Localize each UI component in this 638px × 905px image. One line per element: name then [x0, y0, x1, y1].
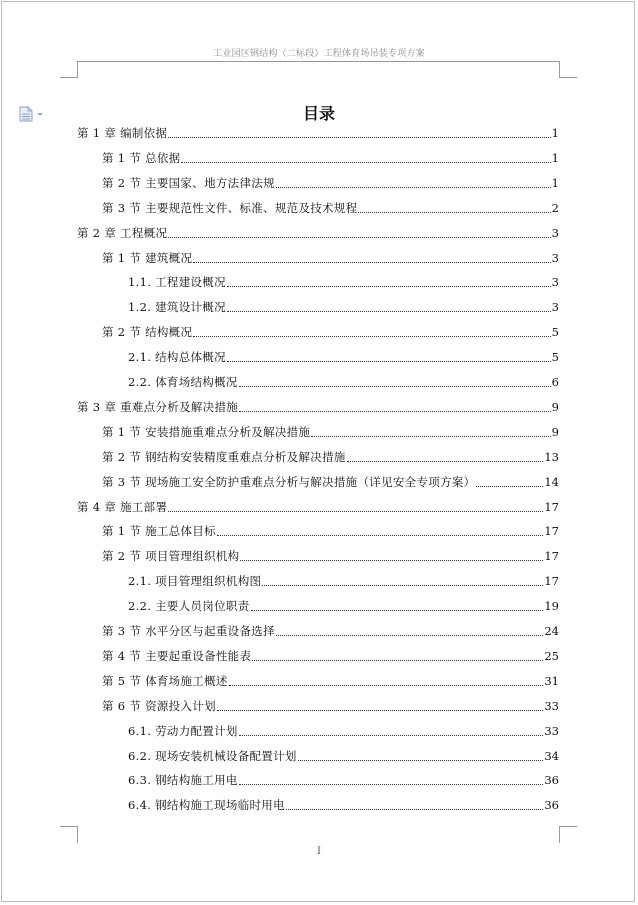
toc-entry[interactable]	[128, 273, 559, 291]
toc-leader-dots	[298, 760, 544, 761]
crop-mark-bottom-left	[60, 826, 78, 843]
toc-entry-label: 第 2 节 主要国家、地方法律法规	[102, 175, 275, 190]
toc-entry[interactable]	[102, 473, 559, 491]
running-header: 工业园区钢结构（二标段）工程体育场吊装专项方案	[213, 49, 425, 59]
toc-entry[interactable]	[102, 697, 559, 715]
toc-entry-label: 第 3 节 现场施工安全防护重难点分析与解决措施（详见安全专项方案）	[102, 474, 476, 489]
toc-entry-page: 3	[551, 250, 559, 265]
toc-leader-dots	[252, 660, 543, 661]
toc-entry-page: 1	[551, 175, 559, 190]
toc-entry-label: 第 1 节 安装措施重难点分析及解决措施	[102, 424, 311, 439]
toc-entry-page: 14	[544, 474, 559, 489]
toc-entry[interactable]	[128, 373, 559, 391]
toc-entry-label: 第 3 节 主要规范性文件、标准、规范及技术规程	[102, 200, 358, 215]
toc-entry-page: 34	[544, 748, 559, 763]
toc-entry-label: 2.1. 项目管理组织机构图	[128, 574, 262, 589]
toc-entry-page: 1	[551, 150, 559, 165]
toc-entry[interactable]	[102, 622, 559, 640]
toc-entry-label: 6.4. 钢结构施工现场临时用电	[128, 798, 285, 813]
toc-leader-dots	[311, 436, 550, 437]
toc-leader-dots	[476, 486, 543, 487]
toc-entry-page: 3	[551, 275, 559, 290]
toc-leader-dots	[168, 137, 550, 138]
toc-entry-label: 第 2 节 结构概况	[102, 325, 193, 340]
toc-leader-dots	[227, 286, 551, 287]
toc-entry[interactable]	[128, 747, 559, 765]
toc-leader-dots	[217, 535, 543, 536]
toc-entry[interactable]	[102, 448, 559, 466]
toc-entry-page: 17	[544, 499, 559, 514]
toc-leader-dots	[229, 685, 544, 686]
toc-leader-dots	[239, 386, 551, 387]
toc-entry[interactable]	[102, 647, 559, 665]
toc-entry-label: 1.2. 建筑设计概况	[128, 300, 226, 315]
toc-entry-page: 6	[551, 375, 559, 389]
toc-entry-label: 第 4 节 主要起重设备性能表	[102, 648, 252, 663]
toc-entry[interactable]	[102, 323, 559, 341]
toc-entry[interactable]	[102, 522, 559, 540]
toc-leader-dots	[358, 212, 550, 213]
toc-entry-label: 第 2 节 项目管理组织机构	[102, 549, 240, 564]
toc-entry[interactable]	[102, 249, 559, 267]
toc-entry-label: 1.1. 工程建设概况	[128, 275, 226, 290]
toc-entry-label: 2.2. 主要人员岗位职责	[128, 599, 250, 614]
toc-entry-page: 9	[551, 424, 559, 439]
header-rule	[77, 61, 559, 62]
toc-leader-dots	[347, 461, 544, 462]
page-number: I	[317, 846, 321, 857]
toc-leader-dots	[286, 809, 543, 810]
toc-leader-dots	[227, 311, 551, 312]
crop-mark-top-left	[60, 61, 78, 78]
toc-entry-label: 6.3. 钢结构施工用电	[128, 773, 238, 788]
toc-entry-label: 第 3 节 水平分区与起重设备选择	[102, 624, 275, 638]
toc-leader-dots	[251, 610, 544, 611]
toc-entry[interactable]	[128, 572, 559, 590]
toc-leader-dots	[239, 411, 551, 412]
toc-entry-label: 第 1 章 编制依据	[77, 126, 168, 140]
toc-entry-label: 第 2 节 钢结构安装精度重难点分析及解决措施	[102, 449, 346, 464]
toc-entry-page: 5	[551, 350, 559, 365]
toc-leader-dots	[193, 336, 550, 337]
toc-leader-dots	[276, 635, 543, 636]
toc-entry-page: 25	[544, 648, 559, 663]
toc-leader-dots	[168, 237, 550, 238]
toc-entry[interactable]	[102, 174, 559, 192]
toc-title: 目录	[302, 104, 335, 123]
toc-entry-page: 17	[544, 524, 559, 539]
toc-entry-page: 36	[544, 798, 559, 813]
toc-entry[interactable]	[128, 771, 559, 789]
toc-entry-page: 13	[544, 449, 559, 464]
toc-entry-page: 2	[551, 200, 559, 215]
toc-entry-page: 33	[544, 698, 559, 713]
toc-leader-dots	[262, 585, 543, 586]
toc-entry-page: 3	[551, 300, 559, 315]
toc-leader-dots	[181, 162, 550, 163]
toc-entry-label: 2.1. 结构总体概况	[128, 350, 226, 365]
toc-entry[interactable]	[128, 722, 559, 740]
crop-mark-top-right	[559, 61, 577, 78]
toc-entry-label: 2.2. 体育场结构概况	[128, 375, 238, 389]
toc-entry[interactable]	[77, 498, 559, 516]
crop-mark-bottom-right	[559, 826, 577, 843]
toc-entry-label: 第 3 章 重难点分析及解决措施	[77, 399, 239, 414]
toc-entry[interactable]	[128, 796, 559, 814]
toc-entry-label: 第 5 节 体育场施工概述	[102, 673, 228, 688]
toc-leader-dots	[240, 560, 543, 561]
toc-entry-label: 第 1 节 建筑概况	[102, 250, 193, 265]
toc-leader-dots	[227, 361, 551, 362]
toc-entry-label: 第 6 节 资源投入计划	[102, 698, 216, 713]
toc-entry-page: 9	[551, 399, 559, 414]
toc-leader-dots	[239, 784, 544, 785]
toc-entry-page: 36	[544, 773, 559, 788]
toc-entry[interactable]	[128, 348, 559, 366]
toc-entry[interactable]	[102, 423, 559, 441]
toc-entry[interactable]	[77, 224, 559, 242]
toc-leader-dots	[239, 735, 544, 736]
toc-entry-page: 33	[544, 723, 559, 738]
toc-leader-dots	[276, 187, 551, 188]
toc-entry-page: 3	[551, 225, 559, 240]
toc-entry[interactable]	[128, 597, 559, 615]
toc-entry-page: 19	[544, 599, 559, 614]
toc-entry[interactable]	[128, 298, 559, 316]
toc-entry[interactable]	[77, 398, 559, 416]
toc-entry[interactable]	[102, 547, 559, 565]
toc-entry-page: 17	[544, 574, 559, 589]
toc-entry-label: 第 4 章 施工部署	[77, 499, 168, 514]
toc-entry-page: 5	[551, 325, 559, 340]
toc-entry-label: 第 1 节 总依据	[102, 150, 181, 165]
toc-entry-label: 6.2. 现场安装机械设备配置计划	[128, 748, 297, 763]
toc-entry-label: 第 1 节 施工总体目标	[102, 524, 216, 539]
toc-leader-dots	[168, 511, 543, 512]
toc-entry-page: 1	[551, 126, 559, 140]
toc-entry[interactable]	[77, 124, 559, 142]
toc-entry[interactable]	[102, 672, 559, 690]
toc-leader-dots	[193, 262, 550, 263]
toc-leader-dots	[217, 710, 543, 711]
toc-entry-page: 24	[544, 624, 559, 638]
toc-entry-page: 17	[544, 549, 559, 564]
toc-entry-label: 6.1. 劳动力配置计划	[128, 723, 238, 738]
toc-entry-label: 第 2 章 工程概况	[77, 225, 168, 240]
toc-entry[interactable]	[102, 149, 559, 167]
toc-entry-page: 31	[544, 673, 559, 688]
toc-entry[interactable]	[102, 199, 559, 217]
